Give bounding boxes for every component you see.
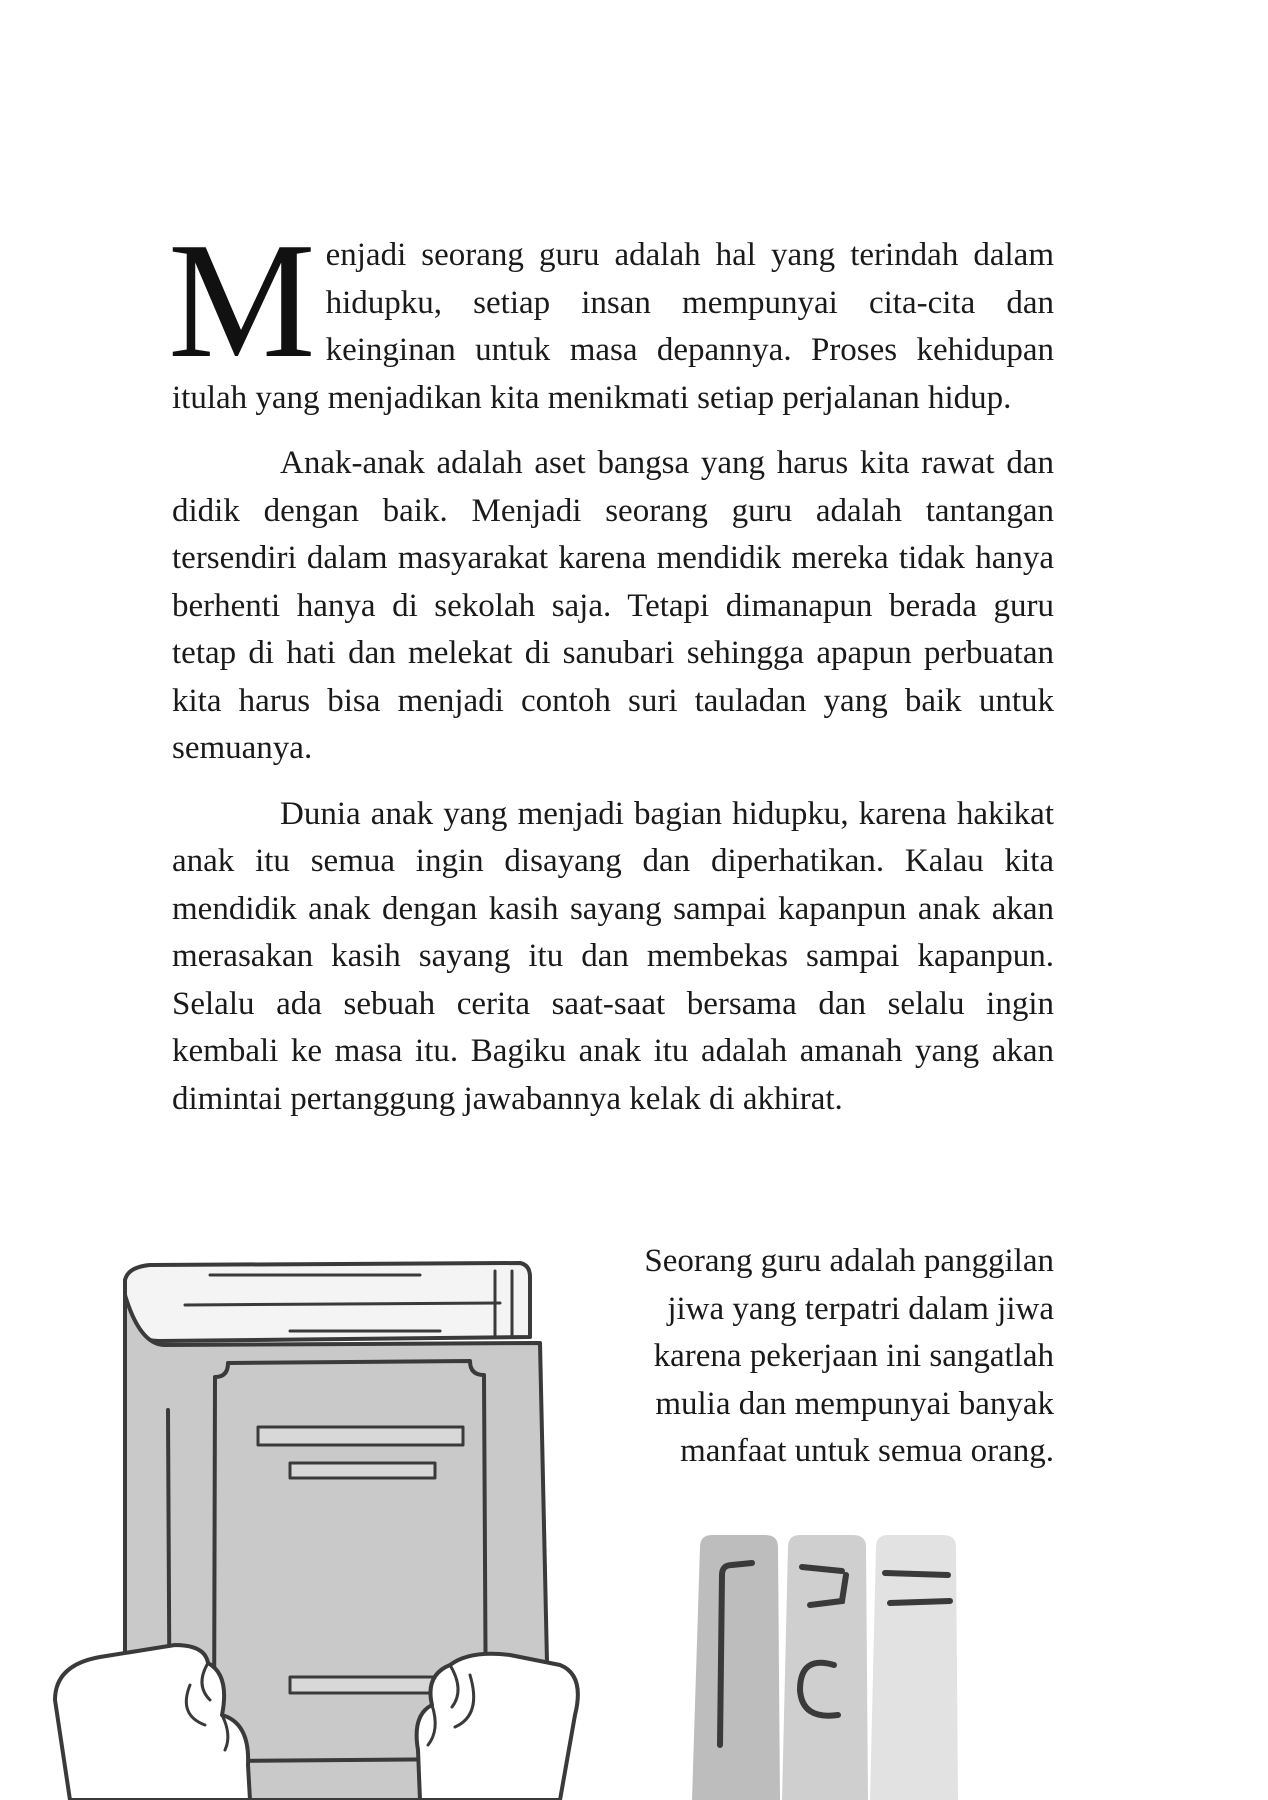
body-text (168, 208, 1054, 1141)
drop-cap-letter: M (168, 208, 316, 392)
paragraph-2: Anak-anak adalah aset bangsa yang harus kita rawat dan didik dengan baik. Menjadi seorang guru adalah tantangan tersendiri dalam masyarakat karena mendidik mereka tidak hanya berhenti hanya di sekolah saja. Tetapi dimanapun berada guru tetap di hati dan melekat di sanubari sehingga apapun perbuatan kita harus bisa menjadi contoh suri tauladan yang baik untuk semuanya. (172, 445, 1054, 766)
quote-line: jiwa yang terpatri dalam jiwa (667, 1290, 1054, 1327)
binders-icon (692, 1535, 958, 1800)
quote-line: Seorang guru adalah panggilan (644, 1243, 1054, 1279)
quote-line: karena pekerjaan ini sangatlah (653, 1338, 1054, 1374)
paragraph-1 (168, 208, 1054, 422)
paragraph-3: Dunia anak yang menjadi bagian hidupku, karena hakikat anak itu semua ingin disayang dan diperhatikan. Kalau kita mendidik anak dengan kasih sayang sampai kapanpun anak akan merasakan kasih sayang itu dan membekas sampai kapanpun. Selalu ada sebuah cerita saat-saat bersama dan selalu ingin kembali ke masa itu. Bagiku anak itu adalah amanah yang akan dimintai pertanggung jawabannya kelak di akhirat. (172, 795, 1054, 1117)
quote-line: manfaat untuk semua orang. (680, 1433, 1054, 1469)
quote-line: mulia dan mempunyai banyak (655, 1385, 1054, 1422)
book-illustration (0, 1245, 1268, 1800)
paragraph-1-text: enjadi seorang guru adalah hal yang terindah dalam hidupku, setiap insan mempunyai cita-cita dan keinginan untuk masa depannya. Proses kehidupan itulah yang menjadikan kita menikmati setiap perjalanan hidup. (172, 237, 1054, 416)
